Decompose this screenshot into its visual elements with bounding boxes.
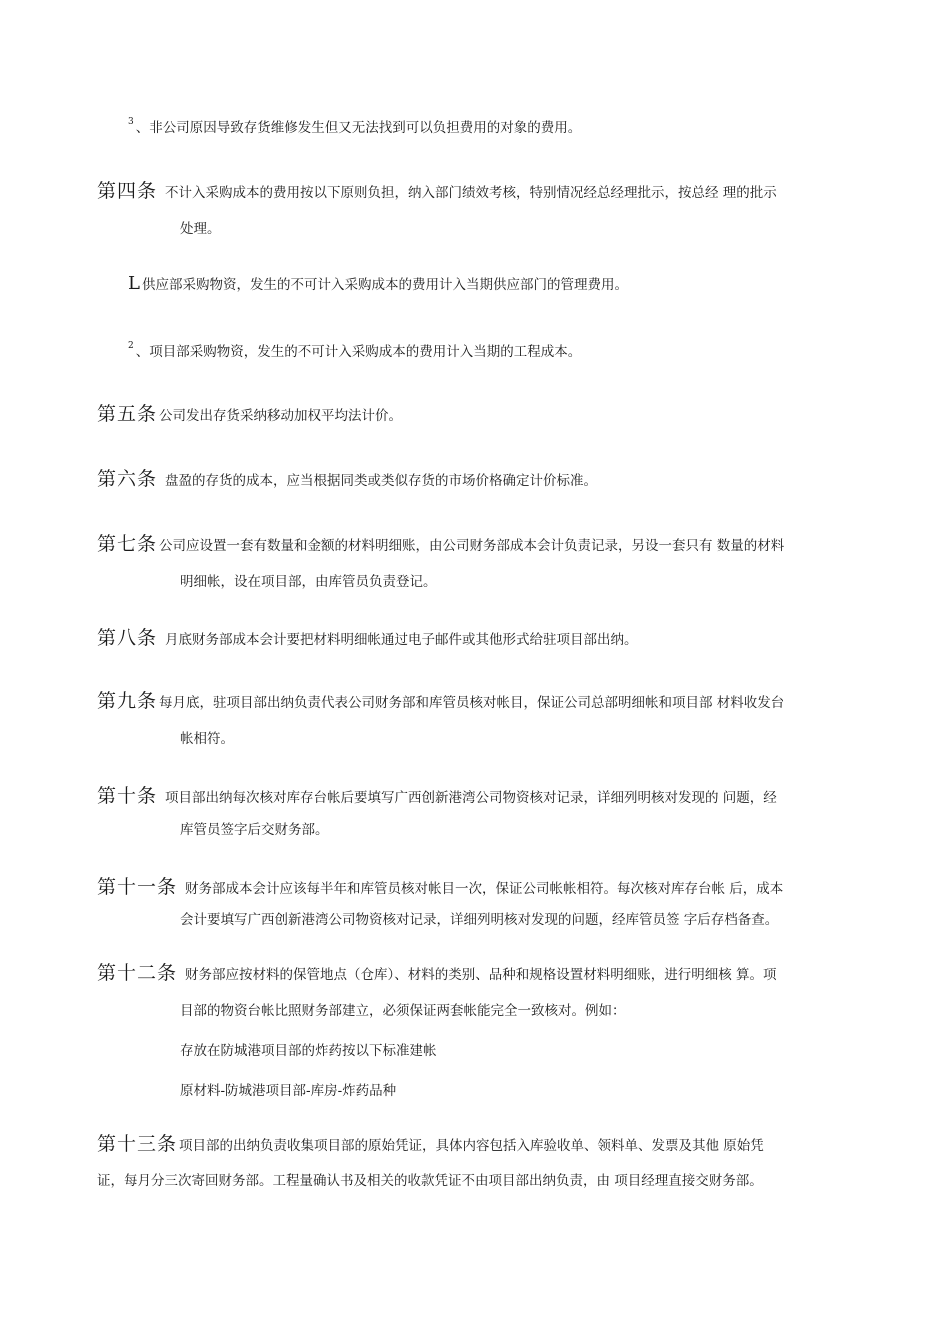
article-text: 目部的物资台帐比照财务部建立，必须保证两套帐能完全一致核对。例如： (180, 1003, 626, 1019)
list-marker: 3 (128, 117, 134, 127)
article-text: 库管员签字后交财务部。 (180, 822, 329, 838)
article-heading: 第六条 (97, 468, 158, 490)
article-heading: 第十三条 (97, 1133, 178, 1155)
article-text: 不计入采购成本的费用按以下原则负担，纳入部门绩效考核，特别情况经总经理批示，按总经 理的批示 (165, 185, 777, 201)
article-text: 证，每月分三次寄回财务部。工程量确认书及相关的收款凭证不由项目部出纳负责，由 项目经理直接交财务部。 (97, 1173, 763, 1189)
article-13-continuation (97, 1171, 763, 1191)
article-text: 原材料-防城港项目部-库房-炸药品种 (180, 1083, 397, 1099)
article-heading: 第五条 (97, 403, 158, 425)
article-5 (97, 404, 402, 426)
article-heading: 第十二条 (97, 962, 178, 984)
article-heading: 第四条 (97, 180, 158, 202)
article-10 (97, 786, 777, 808)
article-11-continuation (180, 910, 778, 930)
article-text: 公司应设置一套有数量和金额的材料明细账，由公司财务部成本会计负责记录，另设一套只有 数量的材料 (159, 538, 785, 554)
article-text: 存放在防城港项目部的炸药按以下标准建帐 (180, 1043, 437, 1059)
list-marker: L (128, 273, 140, 294)
article-text: 项目部出纳每次核对库存台帐后要填写广西创新港湾公司物资核对记录，详细列明核对发现的 问题，经 (165, 790, 777, 806)
article-12-example-1 (180, 1041, 437, 1061)
article-text: 月底财务部成本会计要把材料明细帐通过电子邮件或其他形式给驻项目部出纳。 (165, 632, 638, 648)
article-text: 项目部的出纳负责收集项目部的原始凭证，具体内容包括入库验收单、领料单、发票及其他 原始凭 (179, 1138, 764, 1154)
item-text: 、项目部采购物资，发生的不可计入采购成本的费用计入当期的工程成本。 (135, 344, 582, 360)
article-heading: 第七条 (97, 533, 158, 555)
article-text: 财务部应按材料的保管地点（仓库）、材料的类别、品种和规格设置材料明细账，进行明细核 算。项 (185, 967, 777, 983)
article-4-continuation (180, 219, 221, 239)
list-item (128, 118, 581, 140)
article-text: 每月底，驻项目部出纳负责代表公司财务部和库管员核对帐目，保证公司总部明细帐和项目部 材料收发台 (159, 695, 785, 711)
article-12-example-2 (180, 1081, 396, 1101)
article-12 (97, 963, 777, 985)
item-text: 、非公司原因导致存货维修发生但又无法找到可以负担费用的对象的费用。 (135, 120, 582, 136)
article-9 (97, 691, 784, 713)
article-12-continuation (180, 1001, 626, 1021)
list-item (128, 342, 581, 364)
list-item (128, 274, 628, 295)
article-7 (97, 534, 784, 556)
article-11 (97, 877, 783, 899)
article-7-continuation (180, 572, 437, 592)
article-4 (97, 181, 902, 203)
article-heading: 第九条 (97, 690, 158, 712)
article-text: 处理。 (180, 221, 221, 237)
article-text: 财务部成本会计应该每半年和库管员核对帐目一次，保证公司帐帐相符。每次核对库存台帐 后，成本 (185, 881, 784, 897)
article-heading: 第十条 (97, 785, 158, 807)
article-10-continuation (180, 820, 329, 840)
article-text: 帐相符。 (180, 731, 234, 747)
article-text: 明细帐，设在项目部，由库管员负责登记。 (180, 574, 437, 590)
article-heading: 第八条 (97, 627, 158, 649)
list-marker: 2 (128, 341, 134, 351)
article-text: 会计要填写广西创新港湾公司物资核对记录，详细列明核对发现的问题，经库管员签 字后存档备查。 (180, 912, 779, 928)
article-text: 公司发出存货采纳移动加权平均法计价。 (159, 408, 403, 424)
article-8 (97, 628, 638, 650)
article-13 (97, 1134, 764, 1156)
article-heading: 第十一条 (97, 876, 178, 898)
article-9-continuation (180, 729, 234, 749)
article-text: 盘盈的存货的成本，应当根据同类或类似存货的市场价格确定计价标准。 (165, 473, 598, 489)
item-text: 供应部采购物资，发生的不可计入采购成本的费用计入当期供应部门的管理费用。 (141, 277, 628, 293)
article-6 (97, 469, 597, 491)
